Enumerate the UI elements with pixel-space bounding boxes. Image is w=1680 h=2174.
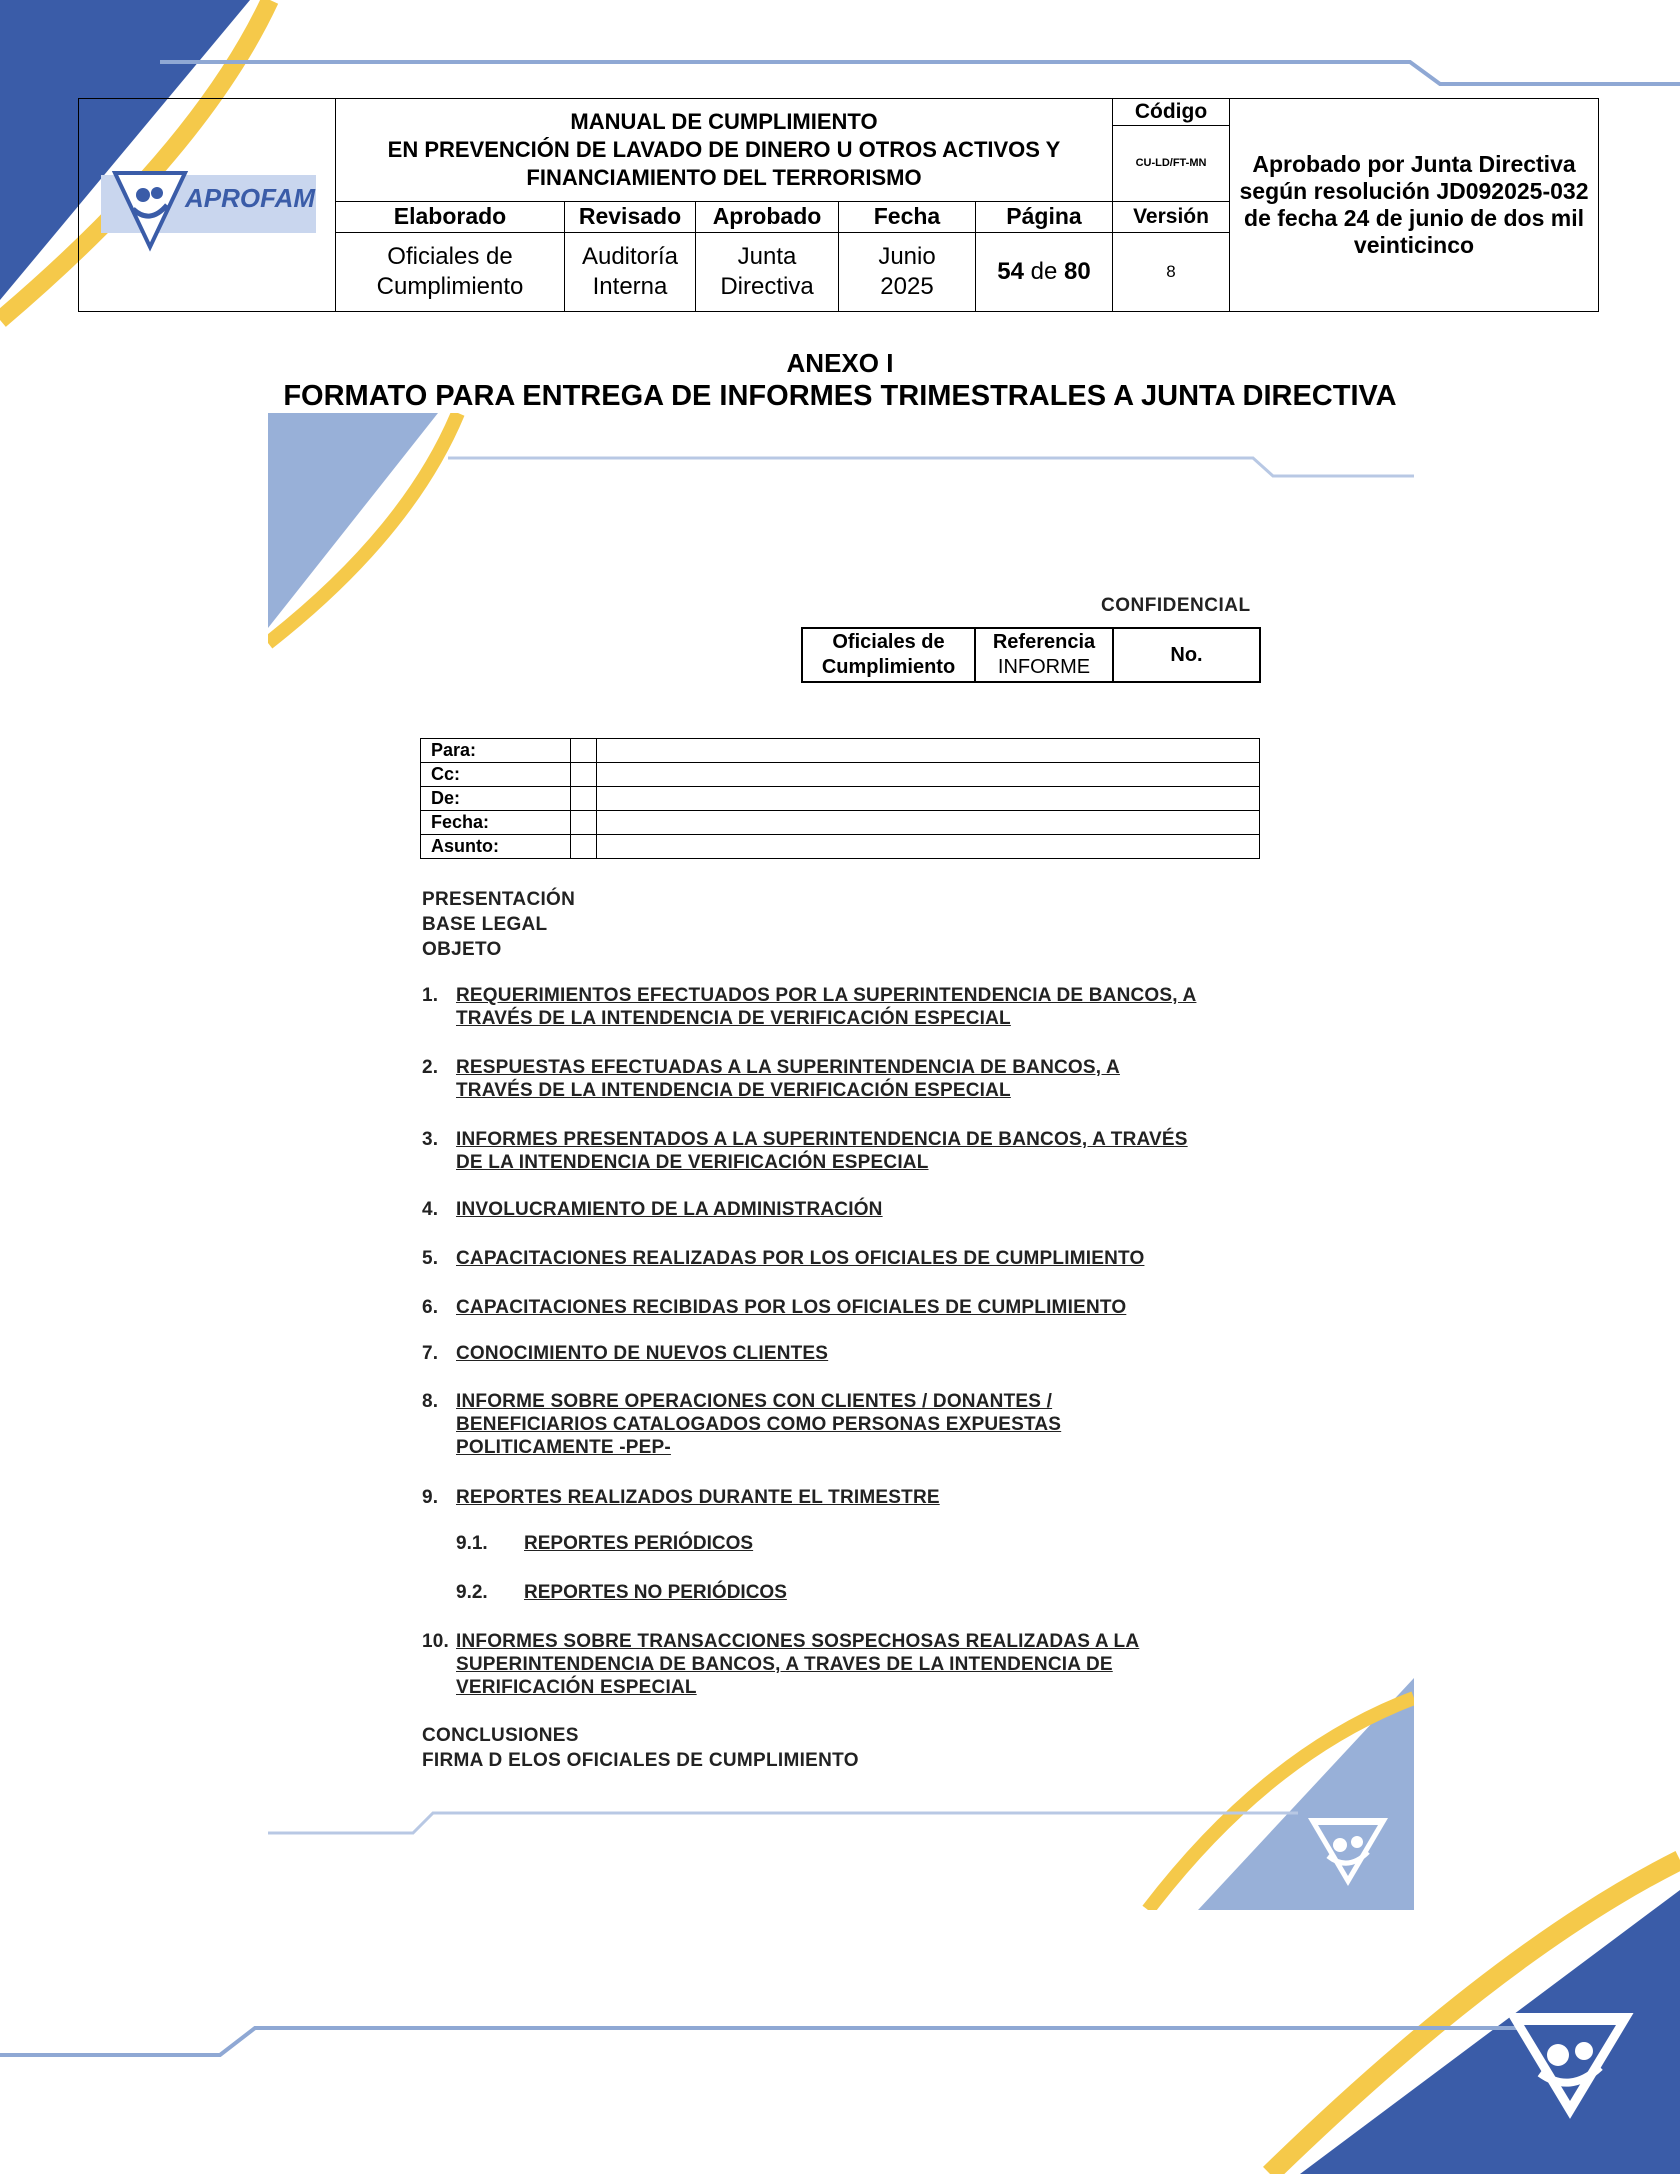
fecha-line: Junio bbox=[878, 242, 936, 270]
report-subitem bbox=[456, 1532, 753, 1555]
aprobado-label: Aprobado bbox=[696, 201, 839, 232]
memo-row bbox=[421, 787, 1260, 811]
item-text: CAPACITACIONES RECIBIDAS POR LOS OFICIALES DE CUMPLIMIENTO bbox=[456, 1297, 1127, 1318]
memo-label: Asunto: bbox=[421, 835, 571, 859]
aprofam-logo bbox=[93, 155, 321, 255]
item-number: 3. bbox=[422, 1129, 439, 1150]
manual-title-line: MANUAL DE CUMPLIMIENTO bbox=[570, 108, 878, 134]
corner-blue-shape-bottom-right bbox=[1300, 1890, 1680, 2174]
page-total: 80 bbox=[1064, 257, 1091, 285]
item-text: SUPERINTENDENCIA DE BANCOS, A TRAVES DE LA INTENDENCIA DE bbox=[456, 1654, 1113, 1675]
aprobado-value bbox=[696, 232, 839, 311]
closing-line: CONCLUSIONES bbox=[422, 1725, 579, 1746]
memo-value bbox=[597, 811, 1260, 835]
ref-referencia-cell bbox=[975, 628, 1113, 682]
item-number: 2. bbox=[422, 1057, 439, 1078]
closing-section bbox=[422, 1723, 859, 1773]
manual-title-line: FINANCIAMIENTO DEL TERRORISMO bbox=[526, 164, 922, 190]
report-item bbox=[422, 1128, 1262, 1174]
memo-separator bbox=[571, 739, 597, 763]
memo-label: Fecha: bbox=[421, 811, 571, 835]
report-item bbox=[422, 1198, 1262, 1221]
revisado-line: Interna bbox=[592, 272, 668, 300]
item-text: INFORME SOBRE OPERACIONES CON CLIENTES / DONANTES / bbox=[456, 1391, 1053, 1412]
memo-row bbox=[421, 763, 1260, 787]
intro-line: BASE LEGAL bbox=[422, 914, 548, 935]
aprobado-line: Junta bbox=[737, 242, 797, 270]
memo-value bbox=[597, 787, 1260, 811]
fecha-line: 2025 bbox=[880, 272, 934, 300]
memo-value bbox=[597, 739, 1260, 763]
memo-value bbox=[597, 835, 1260, 859]
memo-row bbox=[421, 739, 1260, 763]
version-label: Versión bbox=[1113, 201, 1230, 232]
fecha-value bbox=[839, 232, 976, 311]
subitem-text: REPORTES NO PERIÓDICOS bbox=[524, 1582, 787, 1603]
memo-value bbox=[597, 763, 1260, 787]
elaborado-line: Oficiales de bbox=[387, 242, 513, 270]
document-header-table bbox=[78, 98, 1599, 312]
report-item bbox=[422, 984, 1262, 1030]
fecha-label: Fecha bbox=[839, 201, 976, 232]
item-text: REPORTES REALIZADOS DURANTE EL TRIMESTRE bbox=[456, 1487, 940, 1508]
elaborado-label: Elaborado bbox=[336, 201, 565, 232]
bottom-divider-line bbox=[0, 2028, 1560, 2055]
reference-table bbox=[801, 627, 1261, 683]
codigo-value: CU-LD/FT-MN bbox=[1113, 126, 1230, 202]
report-item bbox=[422, 1056, 1262, 1102]
ref-oficiales-line: Oficiales de bbox=[832, 631, 945, 653]
ref-no-cell: No. bbox=[1113, 628, 1260, 682]
pagina-value bbox=[976, 232, 1113, 311]
ref-oficiales-cell bbox=[802, 628, 975, 682]
item-text: RESPUESTAS EFECTUADAS A LA SUPERINTENDENCIA DE BANCOS, A bbox=[456, 1057, 1120, 1078]
item-text: CAPACITACIONES REALIZADAS POR LOS OFICIALES DE CUMPLIMIENTO bbox=[456, 1248, 1145, 1269]
subitem-number: 9.2. bbox=[456, 1582, 488, 1603]
embedded-top-line bbox=[448, 458, 1414, 476]
memo-separator bbox=[571, 811, 597, 835]
report-item bbox=[422, 1486, 1262, 1509]
item-number: 6. bbox=[422, 1297, 439, 1318]
memo-label: Para: bbox=[421, 739, 571, 763]
subitem-number: 9.1. bbox=[456, 1533, 488, 1554]
logo-cell bbox=[79, 99, 336, 312]
embedded-corner-blue-top bbox=[268, 413, 438, 628]
page-current: 54 bbox=[997, 257, 1024, 285]
item-text: TRAVÉS DE LA INTENDENCIA DE VERIFICACIÓN ESPECIAL bbox=[456, 1008, 1011, 1029]
intro-line: OBJETO bbox=[422, 939, 502, 960]
report-subitem bbox=[456, 1581, 787, 1604]
item-number: 5. bbox=[422, 1248, 439, 1269]
report-item bbox=[422, 1247, 1262, 1270]
pagina-label: Página bbox=[976, 201, 1113, 232]
elaborado-value bbox=[336, 232, 565, 311]
intro-section bbox=[422, 887, 575, 962]
report-item bbox=[422, 1342, 1262, 1365]
item-text: TRAVÉS DE LA INTENDENCIA DE VERIFICACIÓN ESPECIAL bbox=[456, 1080, 1011, 1101]
page-of: de bbox=[1030, 257, 1058, 285]
item-text: INVOLUCRAMIENTO DE LA ADMINISTRACIÓN bbox=[456, 1199, 883, 1220]
intro-line: PRESENTACIÓN bbox=[422, 889, 576, 910]
item-text: DE LA INTENDENCIA DE VERIFICACIÓN ESPECIAL bbox=[456, 1152, 929, 1173]
memo-row bbox=[421, 835, 1260, 859]
revisado-label: Revisado bbox=[565, 201, 696, 232]
manual-title-line: EN PREVENCIÓN DE LAVADO DE DINERO U OTROS ACTIVOS Y bbox=[387, 136, 1061, 162]
annex-title: ANEXO I bbox=[786, 348, 894, 378]
embedded-report-format bbox=[268, 413, 1414, 1910]
memo-fields-table bbox=[420, 738, 1260, 859]
subitem-text: REPORTES PERIÓDICOS bbox=[524, 1533, 754, 1554]
item-number: 8. bbox=[422, 1391, 439, 1412]
memo-separator bbox=[571, 835, 597, 859]
item-number: 10. bbox=[422, 1631, 450, 1652]
version-value: 8 bbox=[1113, 232, 1230, 311]
report-item bbox=[422, 1630, 1262, 1699]
item-text: REQUERIMIENTOS EFECTUADOS POR LA SUPERINTENDENCIA DE BANCOS, A bbox=[456, 985, 1197, 1006]
item-number: 7. bbox=[422, 1343, 439, 1364]
item-number: 4. bbox=[422, 1199, 439, 1220]
item-text: INFORMES SOBRE TRANSACCIONES SOSPECHOSAS REALIZADAS A LA bbox=[456, 1631, 1140, 1652]
manual-title-cell bbox=[336, 99, 1113, 202]
ref-referencia-value: INFORME bbox=[997, 656, 1091, 678]
item-text: POLITICAMENTE -PEP- bbox=[456, 1437, 671, 1458]
item-number: 9. bbox=[422, 1487, 439, 1508]
item-text: INFORMES PRESENTADOS A LA SUPERINTENDENCIA DE BANCOS, A TRAVÉS bbox=[456, 1129, 1188, 1150]
embedded-bottom-line bbox=[268, 1813, 1298, 1833]
memo-separator bbox=[571, 763, 597, 787]
approval-text: Aprobado por Junta Directiva según resolución JD092025-032 de fecha 24 de junio de dos mil veinticinco bbox=[1230, 99, 1599, 312]
top-divider-line bbox=[160, 62, 1680, 84]
revisado-value bbox=[565, 232, 696, 311]
logo-wordmark: APROFAM bbox=[185, 183, 315, 213]
confidential-label: CONFIDENCIAL bbox=[1101, 595, 1251, 616]
item-number: 1. bbox=[422, 985, 439, 1006]
memo-row bbox=[421, 811, 1260, 835]
elaborado-line: Cumplimiento bbox=[376, 272, 524, 300]
report-item bbox=[422, 1390, 1262, 1459]
aprobado-line: Directiva bbox=[720, 272, 814, 300]
closing-line: FIRMA D ELOS OFICIALES DE CUMPLIMIENTO bbox=[422, 1750, 859, 1771]
item-text: BENEFICIARIOS CATALOGADOS COMO PERSONAS EXPUESTAS bbox=[456, 1414, 1062, 1435]
revisado-line: Auditoría bbox=[581, 242, 679, 270]
item-text: CONOCIMIENTO DE NUEVOS CLIENTES bbox=[456, 1343, 829, 1364]
annex-subtitle: FORMATO PARA ENTREGA DE INFORMES TRIMESTRALES A JUNTA DIRECTIVA bbox=[283, 380, 1397, 412]
memo-separator bbox=[571, 787, 597, 811]
ref-oficiales-line: Cumplimiento bbox=[821, 656, 956, 678]
item-text: VERIFICACIÓN ESPECIAL bbox=[456, 1677, 697, 1698]
report-item bbox=[422, 1296, 1262, 1319]
codigo-label: Código bbox=[1113, 99, 1230, 126]
ref-referencia-label: Referencia bbox=[992, 631, 1096, 653]
memo-label: Cc: bbox=[421, 763, 571, 787]
memo-label: De: bbox=[421, 787, 571, 811]
